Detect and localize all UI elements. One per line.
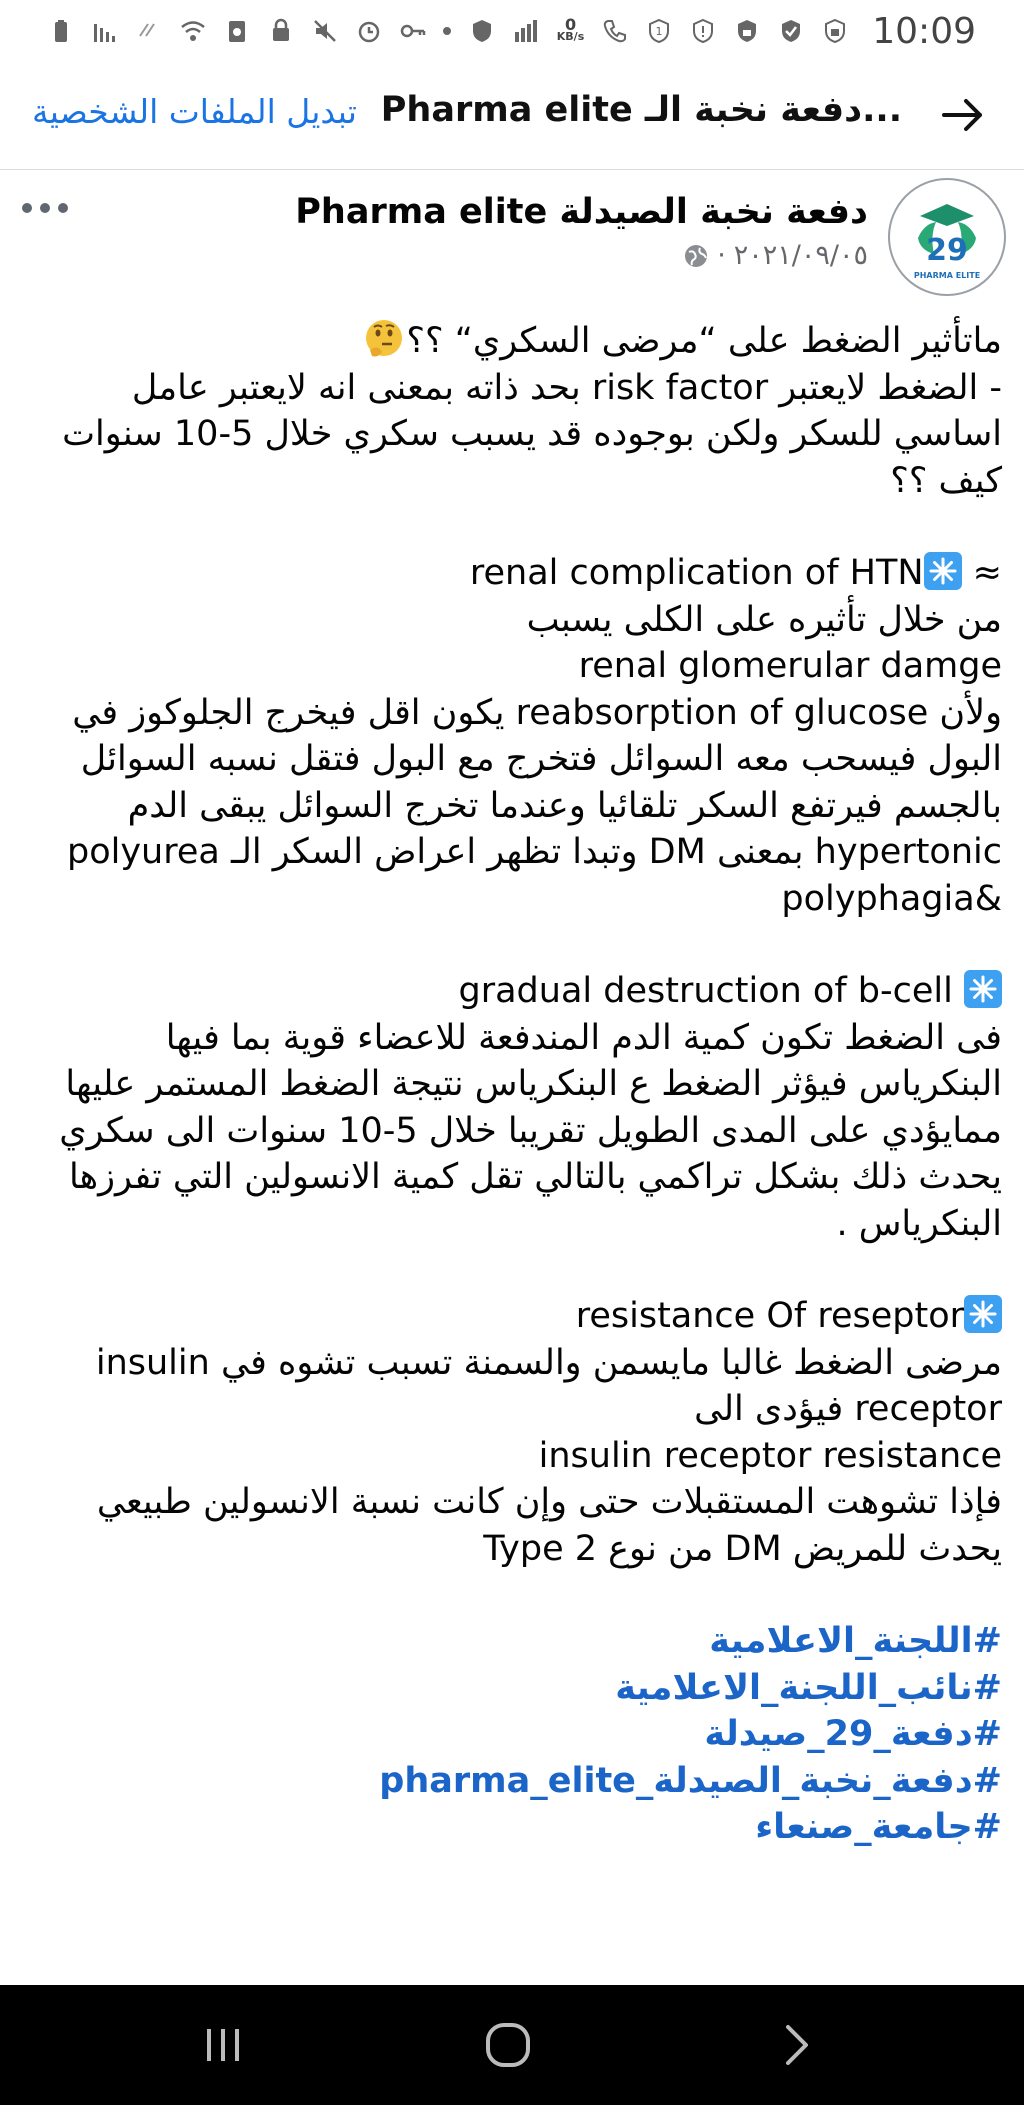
post-line: فى الضغط تكون كمية الدم المندفعة للاعضاء قوية بما فيها [165,1017,1002,1058]
recent-apps-icon[interactable] [193,2015,253,2075]
post-line: البنكرياس . [836,1203,1002,1244]
post-line: insulin receptor resistance [538,1435,1002,1476]
post-line: كيف ؟؟ [890,460,1002,501]
back-nav-icon[interactable] [766,2015,826,2075]
sparkle-icon [964,970,1002,1008]
post-line: &polyphagia [781,878,1002,919]
notification-dot-icon [443,27,451,35]
alarm-icon [356,18,382,44]
network-speed: 0 KB/s [556,15,585,43]
section-title: gradual destruction of b-cell [56,968,1002,1015]
globe-icon [683,243,709,269]
avatar-number: 29 [926,233,968,268]
post-line: البول فيسحب معه السوائل فتخرج مع البول فتقل نسبه السوائل [80,739,1002,779]
post-line: يحدث للمريض DM من نوع Type 2 [483,1528,1002,1569]
post-line: ماتأثير الضغط على “مرضى السكري“ ؟؟ [56,316,1002,365]
post-line: renal glomerular damge [578,646,1002,686]
shield-icon [469,18,495,44]
post-line: فإذا تشوهت المستقبلات حتى وإن كانت نسبة الانسولين طبيعي [96,1482,1002,1522]
shield-alert-icon [690,18,716,44]
wifi-call-icon [602,18,628,44]
avatar-caption: PHARMA ELITE [913,271,981,280]
lock-rotate-icon [268,18,294,44]
shield-1-icon [646,18,672,44]
post-line: مرضى الضغط غالبا مايسمن والسمنة تسبب تشوه في insulin [95,1342,1002,1383]
hashtag-link[interactable]: #نائب_اللجنة_الاعلامية [615,1667,1002,1708]
svg-text:1: 1 [655,25,663,38]
avatar[interactable] [888,178,1006,296]
arrow-right-icon[interactable] [938,90,988,140]
sparkle-icon [924,552,962,590]
post-text [56,316,1002,1851]
recycle-icon [224,18,250,44]
post-line: البنكرياس فيؤثر الضغط ع البنكرياس نتيجة الضغط المستمر عليها [65,1064,1002,1104]
system-nav-bar [0,1985,1024,2105]
post-line: ولأن reabsorption of glucose يكون اقل فيخرج الجلوكوز في [72,692,1002,733]
no-sim-icon [136,18,162,44]
key-icon [400,18,426,44]
home-icon[interactable] [478,2015,538,2075]
shield-lock-icon [734,18,760,44]
post-line: بالجسم فيرتفع السكر تلقائيا وعندما تخرج السوائل يبقى الدم [127,785,1002,826]
hashtag-link[interactable]: #دفعة_29_صيدلة [704,1714,1002,1754]
post-line: من خلال تأثيره على الكلى يسبب [526,599,1002,640]
shield-check-icon [778,18,804,44]
page-name-link[interactable]: دفعة نخبة الصيدلة Pharma elite [295,192,868,232]
app-header [0,62,1024,170]
status-bar [0,0,1024,62]
post-date[interactable]: ٢٠٢١/٠٩/٠٥ [733,240,868,271]
signal-bars-icon [92,18,118,44]
hashtag-link[interactable]: #جامعة_صنعاء [755,1807,1002,1847]
battery-saver-icon [48,18,74,44]
post-line: receptor فيؤدى الى [694,1389,1002,1429]
thinking-face-icon [362,316,406,360]
data-signal-icon [513,18,539,44]
post-line: - الضغط لايعتبر risk factor بحد ذاته بمعنى انه لايعتبر عامل [131,367,1002,408]
sparkle-icon [964,1295,1002,1333]
section-title: resistance Of reseptor [56,1293,1002,1340]
more-horizontal-icon[interactable] [22,198,74,218]
hashtag-link[interactable]: #دفعة_نخبة_الصيدلة_pharma_elite [379,1760,1002,1801]
section-title: ≈ renal complication of HTN [469,553,1002,593]
post-line: اساسي للسكر ولكن بوجوده قد يسبب سكري خلال 5-10 سنوات [62,414,1002,454]
post-line: hypertonic بمعنى DM وتبدا تظهر اعراض السكر الـ polyurea [66,832,1002,872]
post-line: يحدث ذلك بشكل تراكمي بالتالي تقل كمية الانسولين التي تفرزها [69,1157,1002,1197]
mute-icon [312,18,338,44]
wifi-icon [180,18,206,44]
hashtag-link[interactable]: #اللجنة_الاعلامية [709,1621,1002,1661]
post-meta: ٢٠٢١/٠٩/٠٥ · [683,240,868,271]
post-line: ممايؤدي على المدى الطويل تقريبا خلال 5-10 سنوات الى سكري [59,1110,1002,1151]
post-header [0,170,1024,300]
switch-profiles-link[interactable]: تبديل الملفات الشخصية [32,92,357,131]
shield-key-icon [822,18,848,44]
clock: 10:09 [872,10,976,52]
header-title: ...دفعة نخبة الـ Pharma elite [380,90,902,130]
